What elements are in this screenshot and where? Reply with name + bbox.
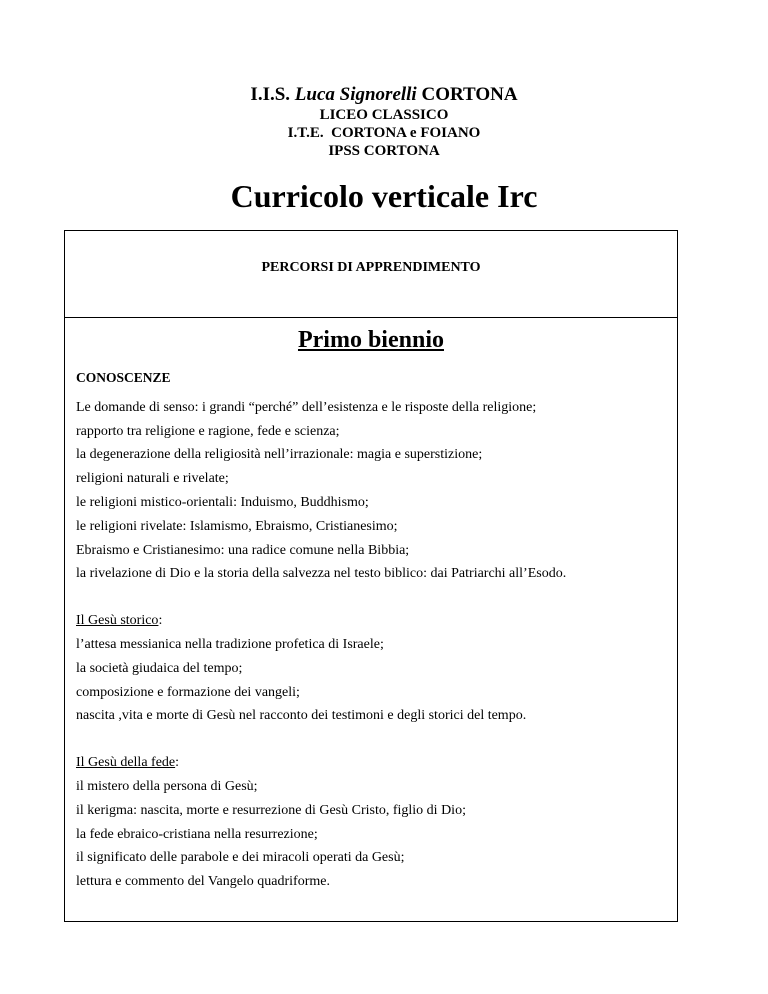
subheading-gesu-storico: Il Gesù storico: xyxy=(76,613,163,629)
school-city: CORTONA xyxy=(421,84,518,105)
section-title: Primo biennio xyxy=(297,327,444,353)
document-title: Curricolo verticale Irc xyxy=(230,178,538,214)
list-item: la rivelazione di Dio e la storia della salvezza nel testo biblico: dai Patriarchi all’Esodo. xyxy=(76,566,567,582)
curriculum-table xyxy=(64,230,678,922)
list-item: Ebraismo e Cristianesimo: una radice comune nella Bibbia; xyxy=(76,542,410,558)
table-header-row xyxy=(65,231,677,318)
school-branch-ite: I.T.E. CORTONA e FOIANO xyxy=(287,125,481,141)
list-item: Le domande di senso: i grandi “perché” dell’esistenza e le risposte della religione; xyxy=(76,399,537,415)
list-item: religioni naturali e rivelate; xyxy=(76,471,229,487)
list-item: le religioni rivelate: Islamismo, Ebraismo, Cristianesimo; xyxy=(76,518,398,534)
subheading-text: Il Gesù storico xyxy=(76,613,159,629)
table-header-label: PERCORSI DI APPRENDIMENTO xyxy=(261,260,481,275)
list-item: composizione e formazione dei vangeli; xyxy=(76,684,300,700)
list-item: il kerigma: nascita, morte e resurrezione di Gesù Cristo, figlio di Dio; xyxy=(76,802,466,818)
school-header xyxy=(0,84,768,160)
school-branch-ipss: IPSS CORTONA xyxy=(328,143,440,159)
school-name-line xyxy=(0,84,768,106)
section-content xyxy=(76,366,666,894)
school-prefix: I.I.S. xyxy=(250,84,291,105)
list-item: le religioni mistico-orientali: Induismo, Buddhismo; xyxy=(76,494,369,510)
list-item: lettura e commento del Vangelo quadriforme. xyxy=(76,874,330,890)
conoscenze-label: CONOSCENZE xyxy=(76,370,171,385)
list-item: rapporto tra religione e ragione, fede e scienza; xyxy=(76,423,340,439)
school-branch-liceo: LICEO CLASSICO xyxy=(319,107,449,123)
subheading-text: Il Gesù della fede xyxy=(76,755,176,771)
subheading-gesu-fede: Il Gesù della fede: xyxy=(76,755,180,771)
list-item: la degenerazione della religiosità nell’irrazionale: magia e superstizione; xyxy=(76,447,483,463)
list-item: nascita ,vita e morte di Gesù nel racconto dei testimoni e degli storici del tempo. xyxy=(76,708,527,724)
list-item: la fede ebraico-cristiana nella resurrezione; xyxy=(76,826,318,842)
list-item: il mistero della persona di Gesù; xyxy=(76,778,258,794)
spacer xyxy=(76,728,666,751)
list-item: l’attesa messianica nella tradizione profetica di Israele; xyxy=(76,636,384,652)
list-item: la società giudaica del tempo; xyxy=(76,660,243,676)
spacer xyxy=(76,586,666,609)
list-item: il significato delle parabole e dei miracoli operati da Gesù; xyxy=(76,850,405,866)
school-name: Luca Signorelli xyxy=(294,84,417,105)
